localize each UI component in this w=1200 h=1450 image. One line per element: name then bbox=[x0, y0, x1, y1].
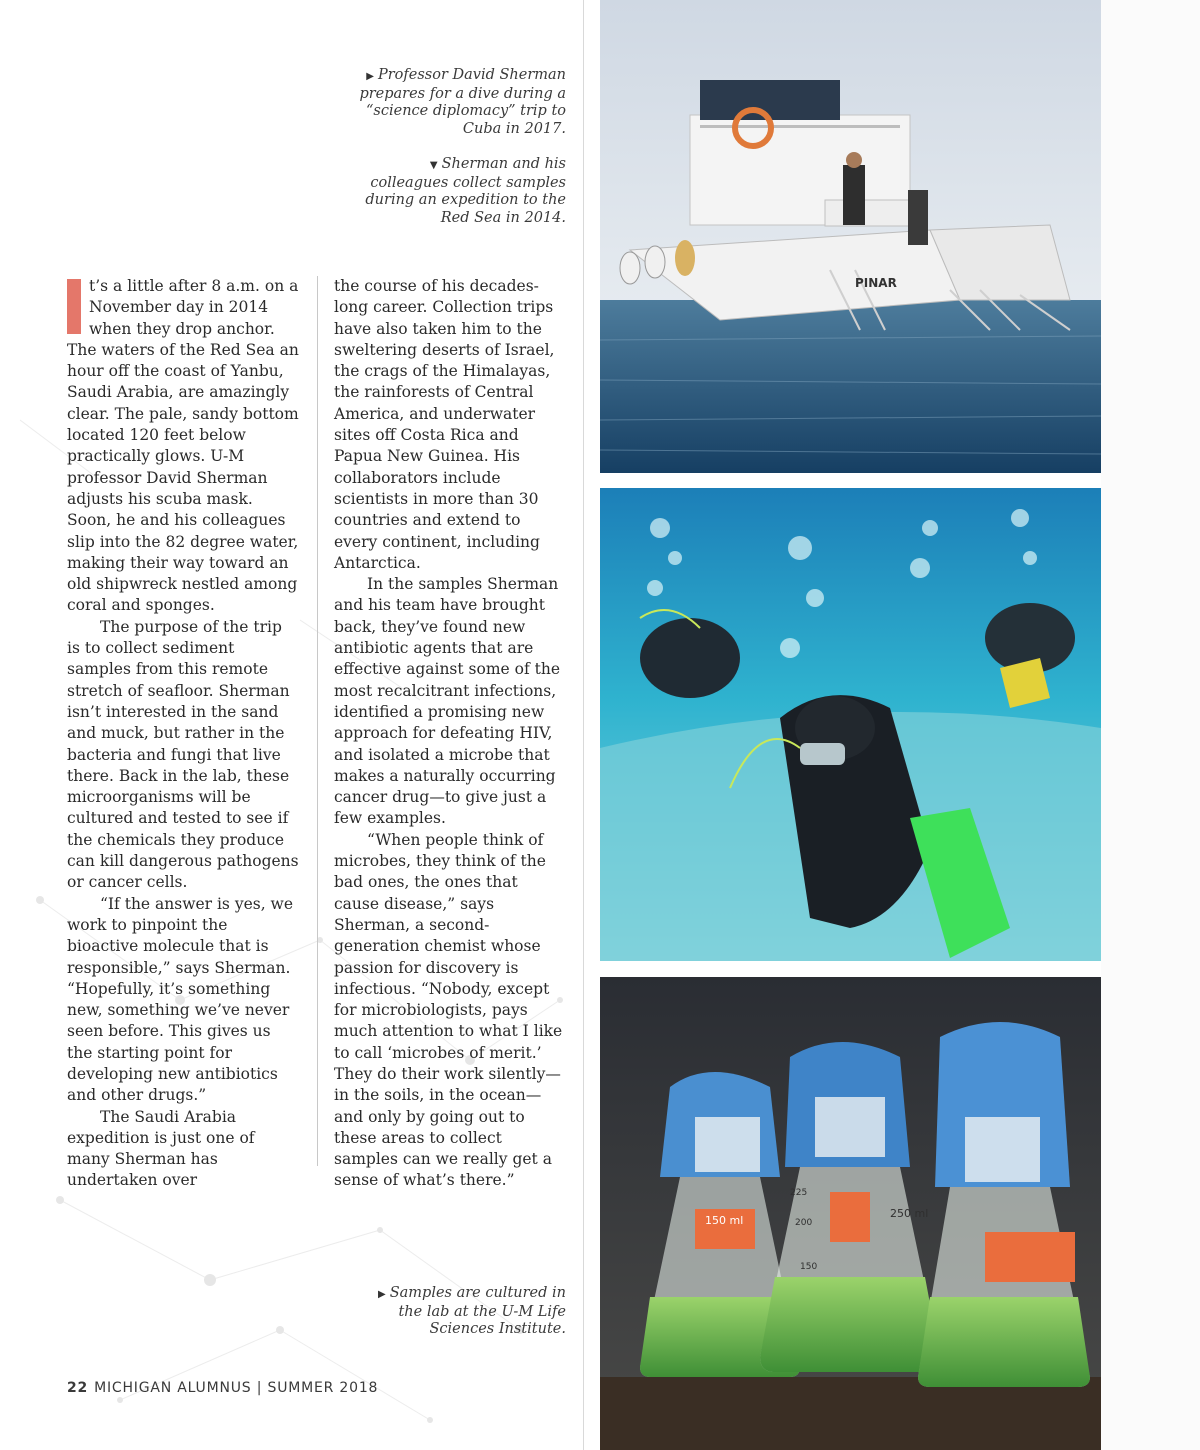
article-paragraph: t’s a little after 8 a.m. on a November day in 2014 when they drop anchor. The waters of the Red Sea an hour off the coast of Yanbu, Saudi Arabia, are amazingly clear. The pale, sandy bottom located 120 feet below practically glows. U-M professor David Sherman adjusts his scuba mask. Soon, he and his colleagues slip into the 82 degree water, making their way toward an old shipwreck nestled among coral and sponges. bbox=[67, 277, 299, 615]
article-column-2 bbox=[334, 276, 566, 1192]
column-divider bbox=[317, 276, 318, 1166]
caption-boat-text: Professor David Sherman prepares for a dive during a “science diplomacy” trip to Cuba in 2017. bbox=[359, 67, 566, 137]
photo-boat bbox=[600, 0, 1101, 473]
caption-lab bbox=[356, 1285, 566, 1339]
publication-name: MICHIGAN ALUMNUS | SUMMER 2018 bbox=[94, 1380, 379, 1396]
page-footer bbox=[67, 1380, 378, 1396]
photo-divers bbox=[600, 488, 1101, 961]
flask-mark: 225 bbox=[790, 1188, 808, 1198]
article-column-1 bbox=[67, 276, 299, 1192]
flask-label-left: 150 ml bbox=[705, 1214, 744, 1227]
caption-boat bbox=[356, 67, 566, 138]
caption-divers bbox=[356, 156, 566, 227]
right-margin bbox=[1101, 0, 1200, 1450]
article-paragraph: In the samples Sherman and his team have brought back, they’ve found new antibiotic agents that are effective against some of the most recalcitrant infections, identified a promising new approach for defeating HIV, and isolated a microbe that makes a naturally occurring cancer drug—to give just a few examples. bbox=[334, 575, 560, 828]
caption-pointer-right-icon: ▶ bbox=[378, 1289, 386, 1300]
flask-label-right: 250 ml bbox=[890, 1207, 929, 1220]
article-paragraph: “If the answer is yes, we work to pinpoint the bioactive molecule that is responsible,” says Sherman. “Hopefully, it’s something new, something we’ve never seen before. This gives us the starting point for developing new antibiotics and other drugs.” bbox=[67, 894, 293, 1105]
caption-pointer-right-icon: ▶ bbox=[366, 71, 374, 82]
page-gutter-line bbox=[583, 0, 584, 1450]
article-paragraph: The purpose of the trip is to collect sediment samples from this remote stretch of seafloor. Sherman isn’t interested in the sand and muck, but rather in the bacteria and fungi that live there. Back in the lab, these microorganisms will be cultured and tested to see if the chemicals they produce can kill dangerous pathogens or cancer cells. bbox=[67, 617, 299, 892]
boat-name-text: PINAR bbox=[855, 276, 897, 290]
caption-lab-text: Samples are cultured in the lab at the U-M Life Sciences Institute. bbox=[389, 1285, 566, 1337]
page-number: 22 bbox=[67, 1380, 89, 1396]
flask-mark: 200 bbox=[795, 1218, 813, 1228]
photo-lab-flasks bbox=[600, 977, 1101, 1450]
caption-pointer-down-icon: ▼ bbox=[429, 160, 438, 171]
caption-divers-text: Sherman and his colleagues collect samples during an expedition to the Red Sea in 2014. bbox=[365, 156, 566, 226]
article-paragraph: The Saudi Arabia expedition is just one of many Sherman has undertaken over bbox=[67, 1107, 255, 1190]
flask-mark: 150 bbox=[800, 1262, 818, 1272]
drop-cap bbox=[67, 279, 81, 334]
article-paragraph: “When people think of microbes, they think of the bad ones, the ones that cause disease,” says Sherman, a second-generation chemist whose passion for discovery is infectious. “Nobody, except for microbiologists, pays much attention to what I like to call ‘microbes of merit.’ They do their work silently—in the soils, in the ocean—and only by going out to these areas to collect samples can we really get a sense of what’s there.” bbox=[334, 830, 563, 1190]
article-paragraph: the course of his decades-long career. Collection trips have also taken him to the sweltering deserts of Israel, the crags of the Himalayas, the rainforests of Central America, and underwater sites off Costa Rica and Papua New Guinea. His collaborators include scientists in more than 30 countries and extend to every continent, including Antarctica. bbox=[334, 277, 555, 572]
